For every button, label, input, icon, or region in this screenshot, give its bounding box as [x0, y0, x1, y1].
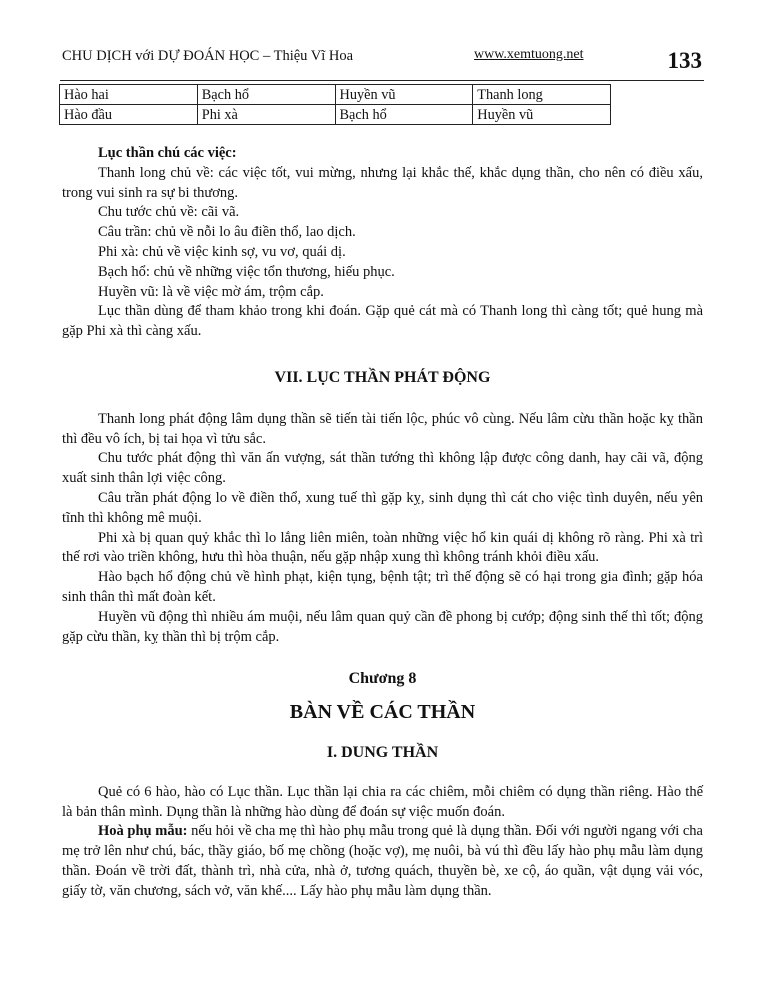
page-body: [62, 144, 703, 902]
chapter-title: BÀN VỀ CÁC THẦN: [289, 701, 476, 724]
paragraph: Thanh long phát động lâm dụng thần sẽ tiến tài tiến lộc, phúc vô cùng. Nếu lâm cừu thần hoặc kỵ thần thì đều vô ích, bị tai họa vì tửu sắc.: [62, 410, 703, 447]
hao-table: [59, 84, 611, 125]
paragraph: Lục thần dùng để tham khảo trong khi đoán. Gặp quẻ cát mà có Thanh long thì càng tốt; quẻ hung mà gặp Phi xà thì càng xấu.: [62, 303, 703, 340]
term-label: Hoà phụ mẫu:: [98, 823, 188, 840]
page-header: [60, 44, 704, 81]
table-row: [60, 85, 611, 105]
paragraph: Chu tước phát động thì văn ấn vượng, sát thần tướng thì không lập được công danh, hay cãi vã, động xuất sinh thân lợi việc công.: [62, 450, 703, 487]
table-cell: Bạch hổ: [197, 85, 335, 105]
chapter-label: Chương 8: [348, 670, 417, 688]
section-heading: VII. LỤC THẦN PHÁT ĐỘNG: [274, 368, 491, 386]
table-cell: Hào đầu: [60, 105, 198, 125]
book-title: CHU DỊCH với DỰ ĐOÁN HỌC – Thiệu Vĩ Hoa: [62, 48, 354, 64]
paragraph: [62, 822, 703, 901]
table-cell: Phi xà: [197, 105, 335, 125]
paragraph: Quẻ có 6 hào, hào có Lục thần. Lục thần lại chia ra các chiêm, mỗi chiêm có dụng thần riêng. Hào thế là bản thân mình. Dụng thần là những hào dùng để đoán sự việc muốn đoán.: [62, 783, 703, 820]
table-cell: Hào hai: [60, 85, 198, 105]
table-cell: Thanh long: [473, 85, 611, 105]
paragraph: Bạch hổ: chủ về những việc tổn thương, hiếu phục.: [98, 263, 395, 280]
luc-than-heading: Lục thần chú các việc:: [98, 145, 237, 161]
section-heading: I. DUNG THẦN: [326, 743, 439, 761]
paragraph: Phi xà: chủ về việc kinh sợ, vu vơ, quái dị.: [98, 243, 346, 260]
paragraph: Câu trần phát động lo về điền thổ, xung tuế thì gặp kỵ, sinh dụng thì cát cho việc tình duyên, nếu yên tĩnh thì không mê muội.: [62, 489, 703, 526]
table-cell: Huyền vũ: [473, 105, 611, 125]
page-number: 133: [667, 48, 702, 73]
paragraph: Câu trần: chủ về nỗi lo âu điền thổ, lao dịch.: [98, 224, 356, 241]
paragraph: Thanh long chủ về: các việc tốt, vui mừng, nhưng lại khắc thế, khắc dụng thần, cho nên có điều xấu, trong vui sinh ra sự bi thương.: [62, 164, 703, 201]
paragraph: Chu tước chủ về: cãi vã.: [98, 204, 240, 221]
table-row: [60, 105, 611, 125]
term-text: nếu hỏi về cha mẹ thì hào phụ mẫu trong quẻ là dụng thần. Đối với người ngang với cha mẹ trở lên như chú, bác, thầy giáo, bố mẹ chồng (hoặc vợ), mẹ nuôi, bà vú thì đều lấy hào phụ mẫu làm dụng thần. Đoán về trời đất, thành trì, nhà cửa, nhà ở, tương quách, thuyền bè, xe cộ, áo quần, vật dụng vải vóc, giấy tờ, văn chương, sách vở, văn khế.... Lấy hào phụ mẫu làm dụng thần.: [62, 823, 703, 899]
table-cell: Bạch hổ: [335, 105, 473, 125]
paragraph: Huyền vũ: là về việc mờ ám, trộm cắp.: [98, 283, 324, 300]
table-cell: Huyền vũ: [335, 85, 473, 105]
paragraph: Phi xà bị quan quỷ khắc thì lo lắng liên miên, toàn những việc hổ kin quái dị không rõ ràng. Phi xà trì thế rơi vào triền không, hưu thì hòa thuận, nếu gặp nhập xung thì không tránh khỏi điều xấu.: [62, 529, 703, 566]
paragraph: Huyền vũ động thì nhiều ám muội, nếu lâm quan quỷ cần đề phong bị cướp; động sinh thế thì tốt; động gặp cừu thần, kỵ thần thì bị trộm cắp.: [62, 608, 703, 645]
paragraph: Hào bạch hổ động chủ về hình phạt, kiện tụng, bệnh tật; trì thế động sẽ có hại trong gia đình; gặp hóa sinh thân thì mất đoàn kết.: [62, 569, 703, 605]
website-link[interactable]: www.xemtuong.net: [474, 47, 584, 62]
